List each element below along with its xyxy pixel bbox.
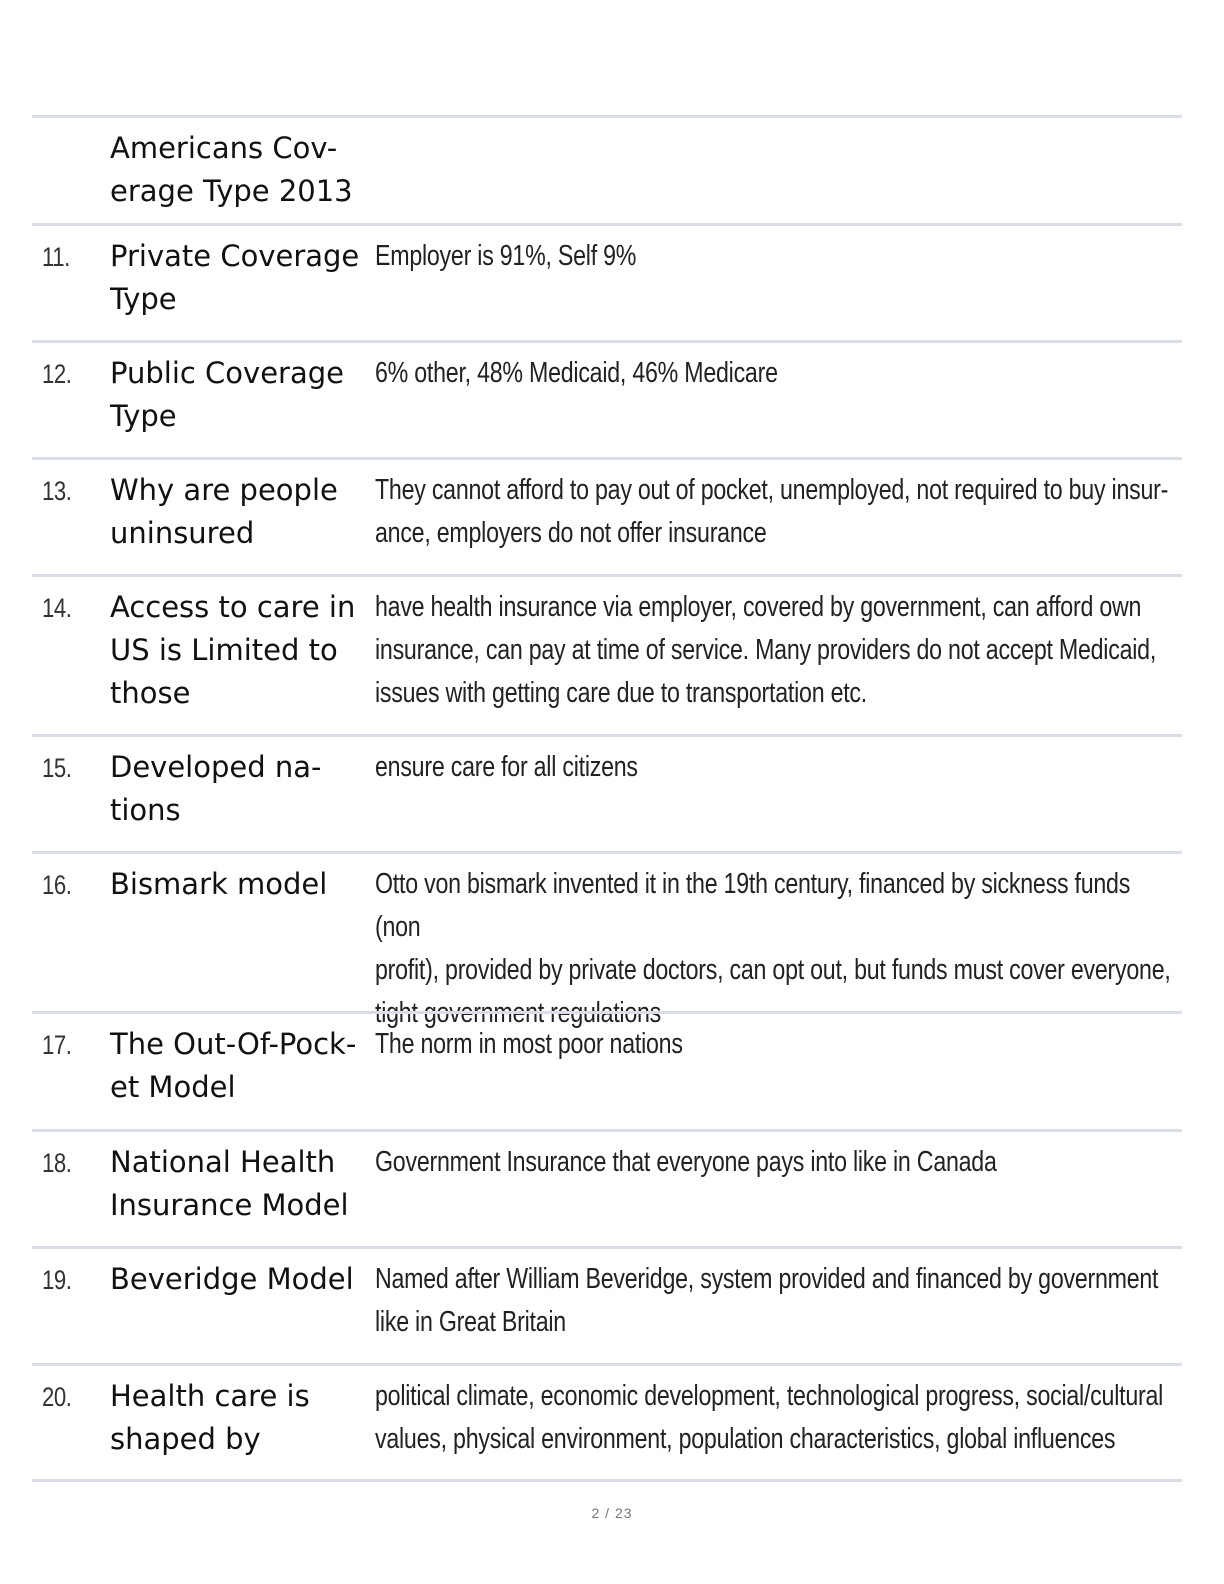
term-line: Beveridge Model: [110, 1262, 354, 1296]
definition-cell: [375, 586, 1175, 715]
term-cell: [110, 1141, 368, 1227]
term-line: Public Coverage: [110, 356, 344, 390]
definition-line: Employer is 91%, Self 9%: [375, 240, 637, 272]
term-line: et Model: [110, 1070, 236, 1104]
table-row: [32, 115, 1182, 223]
term-cell: [110, 235, 368, 321]
row-number: 12.: [42, 359, 72, 389]
flashcard-table: [32, 115, 1182, 1482]
definition-cell: [375, 1141, 1175, 1184]
table-row: [32, 1011, 1182, 1129]
definition-line: have health insurance via employer, covered by government, can afford own: [375, 591, 1142, 623]
row-number: 20.: [42, 1382, 72, 1412]
table-row: [32, 1246, 1182, 1363]
term-cell: [110, 863, 368, 906]
term-cell: [110, 1258, 368, 1301]
term-line: Insurance Model: [110, 1188, 349, 1222]
term-line: National Health: [110, 1145, 336, 1179]
row-number: 16.: [42, 870, 72, 900]
definition-cell: [375, 1375, 1175, 1461]
row-number: 11.: [42, 242, 70, 272]
row-number: 19.: [42, 1265, 72, 1295]
table-row: [32, 734, 1182, 851]
table-row: [32, 574, 1182, 734]
table-row: [32, 851, 1182, 1029]
definition-line: ensure care for all citizens: [375, 751, 638, 783]
term-line: shaped by: [110, 1422, 261, 1456]
definition-line: 6% other, 48% Medicaid, 46% Medicare: [375, 357, 778, 389]
term-cell: [110, 352, 368, 438]
page-number: 2 / 23: [591, 1505, 633, 1521]
term-cell: [110, 127, 368, 213]
definition-line: Government Insurance that everyone pays into like in Canada: [375, 1146, 997, 1178]
term-line: Why are people: [110, 473, 338, 507]
term-line: Type: [110, 399, 177, 433]
term-line: erage Type 2013: [110, 174, 353, 208]
table-row: [32, 1129, 1182, 1246]
definition-cell: [375, 746, 1175, 789]
term-line: The Out-Of-Pock-: [110, 1027, 357, 1061]
definition-cell: [375, 235, 1175, 278]
table-row: [32, 1363, 1182, 1482]
table-row: [32, 457, 1182, 574]
term-line: uninsured: [110, 516, 255, 550]
term-line: Access to care in: [110, 590, 356, 624]
term-line: Private Coverage: [110, 239, 360, 273]
term-line: US is Limited to: [110, 633, 338, 667]
term-line: those: [110, 676, 191, 710]
definition-cell: [375, 863, 1175, 1035]
definition-line: They cannot afford to pay out of pocket, unemployed, not required to buy insur-: [375, 474, 1169, 506]
table-row: [32, 340, 1182, 457]
term-line: Americans Cov-: [110, 131, 338, 165]
definition-line: insurance, can pay at time of service. Many providers do not accept Medicaid,: [375, 634, 1157, 666]
definition-line: profit), provided by private doctors, can opt out, but funds must cover everyone,: [375, 954, 1171, 986]
table-row: [32, 223, 1182, 340]
row-number: 14.: [42, 593, 72, 623]
row-number: 17.: [42, 1030, 72, 1060]
definition-line: Named after William Beveridge, system provided and financed by government: [375, 1263, 1159, 1295]
definition-line: The norm in most poor nations: [375, 1028, 683, 1060]
definition-line: issues with getting care due to transportation etc.: [375, 677, 867, 709]
definition-cell: [375, 352, 1175, 395]
definition-line: tight government regulations: [375, 997, 662, 1029]
row-number: 15.: [42, 753, 72, 783]
term-cell: [110, 586, 368, 715]
term-cell: [110, 1023, 368, 1109]
definition-line: ance, employers do not offer insurance: [375, 517, 767, 549]
definition-line: political climate, economic development, technological progress, social/cultural: [375, 1380, 1164, 1412]
term-line: Type: [110, 282, 177, 316]
definition-cell: [375, 1258, 1175, 1344]
row-number: 18.: [42, 1148, 72, 1178]
definition-line: like in Great Britain: [375, 1306, 566, 1338]
term-line: Bismark model: [110, 867, 328, 901]
term-line: Developed na-: [110, 750, 322, 784]
definition-line: Otto von bismark invented it in the 19th century, financed by sickness funds (non: [375, 868, 1131, 943]
term-cell: [110, 746, 368, 832]
term-cell: [110, 469, 368, 555]
definition-cell: [375, 469, 1175, 555]
definition-line: values, physical environment, population characteristics, global influences: [375, 1423, 1116, 1455]
row-number: 13.: [42, 476, 72, 506]
term-line: Health care is: [110, 1379, 310, 1413]
term-cell: [110, 1375, 368, 1461]
definition-cell: [375, 1023, 1175, 1066]
term-line: tions: [110, 793, 181, 827]
